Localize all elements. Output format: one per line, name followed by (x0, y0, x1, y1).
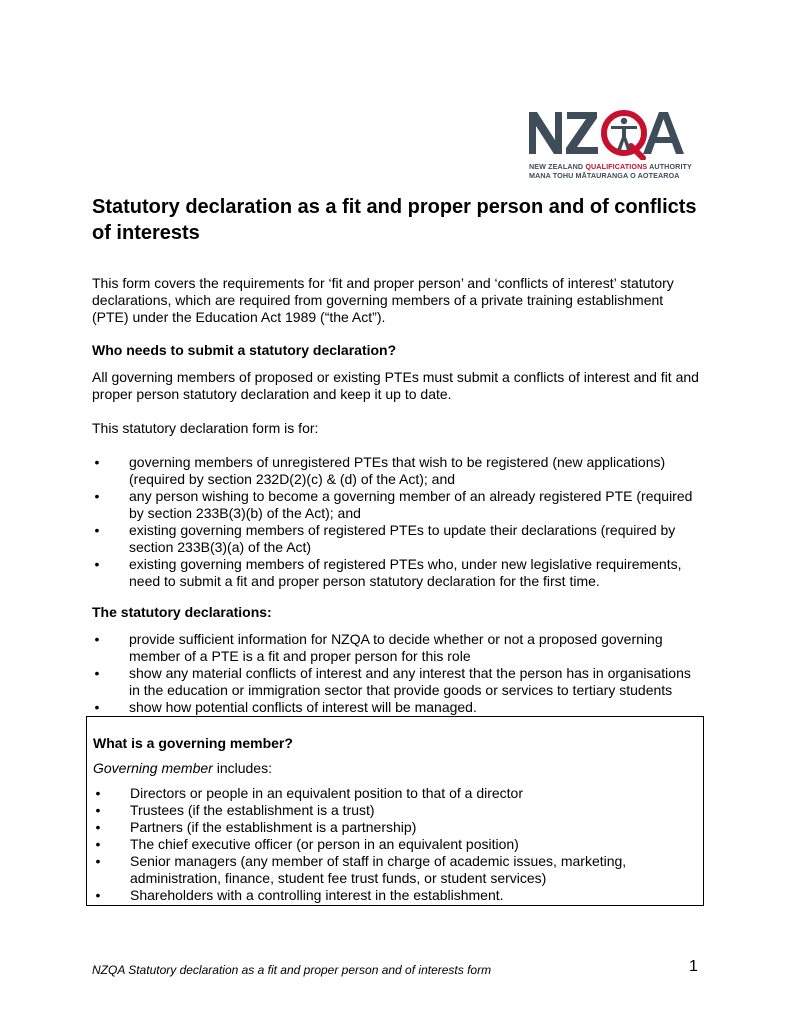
box-list (93, 785, 693, 904)
list-item: • governing members of unregistered PTEs that wish to be registered (new applications) (required by section 232D(2)(c) & (d) of the Act); and (92, 454, 702, 488)
list-item: • show how potential conflicts of interest will be managed. (92, 699, 702, 716)
list-item: • provide sufficient information for NZQA to decide whether or not a proposed governing member of a PTE is a fit and proper person for this role (92, 631, 702, 665)
list-item: • Trustees (if the establishment is a trust) (93, 802, 693, 819)
section1-heading: Who needs to submit a statutory declaration? (92, 342, 397, 358)
list-item: • Shareholders with a controlling interest in the establishment. (93, 887, 693, 904)
bullet: • (95, 819, 101, 835)
section2-heading: The statutory declarations: (92, 604, 272, 620)
box-heading: What is a governing member? (93, 735, 293, 751)
logo-tagline-maori: MANA TOHU MĀTAURANGA O AOTEAROA (529, 171, 680, 180)
bullet: • (94, 556, 100, 572)
bullet: • (95, 853, 101, 869)
bullet: • (95, 802, 101, 818)
section1-list (92, 454, 702, 590)
list-item: • existing governing members of registered PTEs who, under new legislative requirements, need to submit a fit and proper person statutory declaration for the first time. (92, 556, 702, 590)
page-number: 1 (689, 958, 698, 975)
bullet: • (95, 836, 101, 852)
list-item: • existing governing members of registered PTEs to update their declarations (required by section 233B(3)(a) of the Act) (92, 522, 702, 556)
list-item: • Senior managers (any member of staff in charge of academic issues, marketing, administration, finance, student fee trust funds, or student services) (93, 853, 693, 887)
bullet: • (94, 665, 100, 681)
list-item: • Directors or people in an equivalent position to that of a director (93, 785, 693, 802)
document-title: Statutory declaration as a fit and proper person and of conflicts of interests (92, 196, 697, 244)
bullet: • (94, 522, 100, 538)
nzqa-wordmark-logo (527, 104, 702, 160)
section1-paragraph2: This statutory declaration form is for: (92, 420, 319, 436)
bullet: • (94, 699, 100, 715)
bullet: • (94, 631, 100, 647)
list-item: • show any material conflicts of interest and any interest that the person has in organisations in the education or immigration sector that provide goods or services to tertiary students (92, 665, 702, 699)
bullet: • (94, 488, 100, 504)
box-definition: Governing member includes: (93, 760, 272, 776)
bullet: • (95, 785, 101, 801)
bullet: • (95, 887, 101, 903)
list-item: • Partners (if the establishment is a partnership) (93, 819, 693, 836)
list-item: • The chief executive officer (or person in an equivalent position) (93, 836, 693, 853)
logo-tagline-english: NEW ZEALAND QUALIFICATIONS AUTHORITY (529, 162, 692, 171)
nzqa-logo (527, 104, 702, 184)
bullet: • (94, 454, 100, 470)
list-item: • any person wishing to become a governing member of an already registered PTE (required by section 233B(3)(b) of the Act); and (92, 488, 702, 522)
section2-list (92, 631, 702, 716)
page-footer: NZQA Statutory declaration as a fit and proper person and of interests form (92, 963, 492, 977)
document-body (92, 194, 702, 716)
governing-member-box (86, 716, 704, 906)
intro-paragraph: This form covers the requirements for ‘fit and proper person’ and ‘conflicts of interest’ statutory declarations, which are required from governing members of a private training establishment (PTE) under the Education Act 1989 (“the Act”). (92, 275, 674, 325)
section1-paragraph1: All governing members of proposed or existing PTEs must submit a conflicts of interest and fit and proper person statutory declaration and keep it up to date. (92, 369, 699, 402)
